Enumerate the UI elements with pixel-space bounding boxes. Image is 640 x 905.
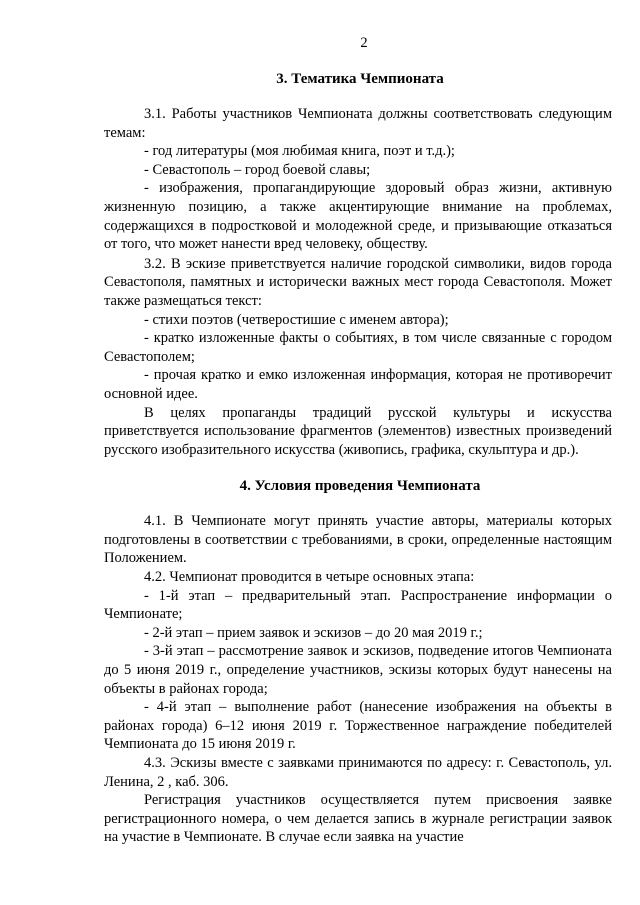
list-item-facts: - кратко изложенные факты о событиях, в том числе связанные с городом Севастополем; (104, 330, 612, 365)
paragraph-4-3: 4.3. Эскизы вместе с заявками принимаются по адресу: г. Севастополь, ул. Ленина, 2 , каб. 306. (104, 755, 612, 790)
section-4-title: 4. Условия проведения Чемпионата (239, 478, 481, 495)
list-item-stage-2: - 2-й этап – прием заявок и эскизов – до 20 мая 2019 г.; (144, 624, 483, 641)
paragraph-3-2: 3.2. В эскизе приветствуется наличие городской символики, видов города Севастополя, памятных и исторически важных мест города Севастополя. Может также размещаться текст: (104, 255, 612, 309)
paragraph-3-1: 3.1. Работы участников Чемпионата должны соответствовать следующим темам: (104, 106, 612, 141)
list-item-stage-3: - 3-й этап – рассмотрение заявок и эскизов, подведение итогов Чемпионата до 5 июня 2019 г., определение участников, эскизы которых будут нанесены на объекты в районах города; (104, 643, 612, 697)
list-item-other-info: - прочая кратко и емко изложенная информация, которая не противоречит основной идее. (104, 367, 612, 402)
list-item-healthy-lifestyle: - изображения, пропагандирующие здоровый образ жизни, активную жизненную позицию, а также акцентирующие внимание на проблемах, содержащихся в подростковой и молодежной среде, и призывающие отказаться от того, что может нанести вред человеку, обществу. (104, 180, 612, 253)
list-item-sevastopol-glory: - Севастополь – город боевой славы; (144, 161, 371, 178)
page-number: 2 (360, 35, 368, 51)
list-item-stage-4: - 4-й этап – выполнение работ (нанесение изображения на объекты в районах города) 6–12 июня 2019 г. Торжественное награждение победителей Чемпионата до 15 июня 2019 г. (104, 699, 612, 753)
list-item-poems: - стихи поэтов (четверостишие с именем автора); (144, 311, 449, 328)
paragraph-registration: Регистрация участников осуществляется путем присвоения заявке регистрационного номера, о чем делается запись в журнале регистрации заявок на участие в Чемпионате. В случае если заявка на участие (104, 792, 612, 846)
list-item-stage-1: - 1-й этап – предварительный этап. Распространение информации о Чемпионате; (104, 587, 612, 623)
paragraph-4-1: 4.1. В Чемпионате могут принять участие авторы, материалы которых подготовлены в соответствии с требованиями, в сроки, определенные настоящим Положением. (104, 513, 612, 567)
paragraph-culture-traditions: В целях пропаганды традиций русской культуры и искусства приветствуется использование фрагментов (элементов) известных произведений русского изобразительного искусства (живопись, графика, скульптура и др.). (104, 404, 612, 458)
section-3-title: 3. Тематика Чемпионата (276, 71, 444, 87)
paragraph-4-2: 4.2. Чемпионат проводится в четыре основных этапа: (144, 569, 475, 586)
list-item-literature-year: - год литературы (моя любимая книга, поэт и т.д.); (144, 143, 455, 160)
